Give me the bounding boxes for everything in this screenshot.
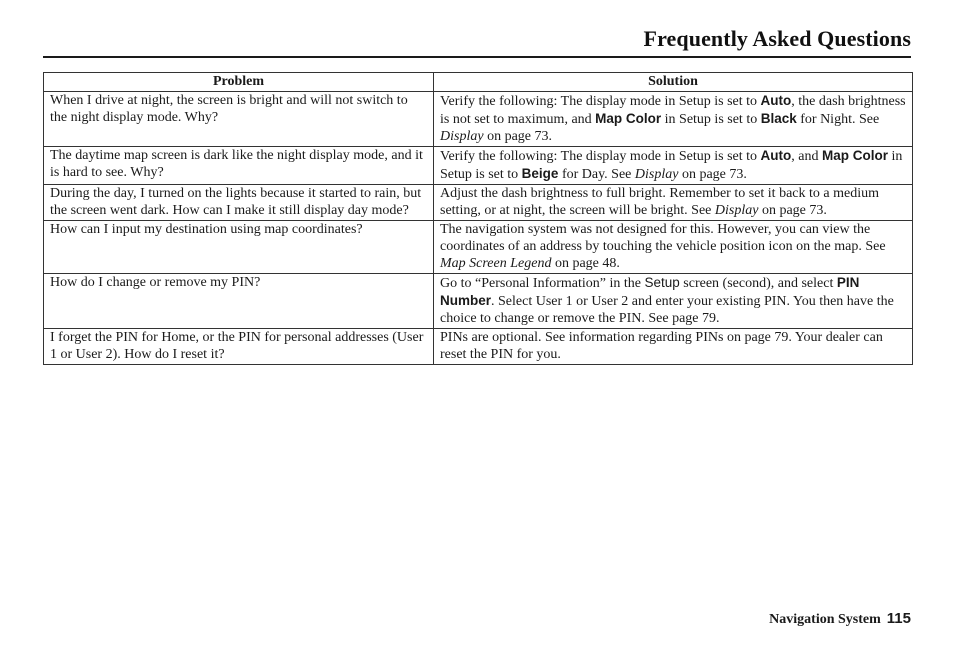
solution-cell: Adjust the dash brightness to full bright. Remember to set it back to a medium setting, or at night, the screen will be bright. See Display on page 73.	[434, 185, 913, 221]
page-number: 115	[886, 610, 911, 627]
cross-reference: Map Screen Legend	[440, 256, 552, 271]
cross-reference: Display	[714, 203, 759, 218]
problem-cell: How do I change or remove my PIN?	[44, 274, 434, 329]
setting-map-color: Map Color	[822, 148, 889, 163]
table-row	[44, 221, 913, 274]
setting-auto: Auto	[760, 93, 792, 108]
table-header-row	[44, 73, 913, 92]
cross-reference: Display	[440, 129, 484, 144]
problem-cell: During the day, I turned on the lights because it started to rain, but the screen went dark. How can I make it still display day mode?	[44, 185, 434, 221]
setting-setup: Setup	[644, 275, 680, 290]
solution-cell: Verify the following: The display mode in Setup is set to Auto, the dash brightness is not set to maximum, and Map Color in Setup is set to Black for Night. See Display on page 73.	[434, 92, 913, 147]
solution-cell: PINs are optional. See information regarding PINs on page 79. Your dealer can reset the PIN for you.	[434, 329, 913, 365]
problem-cell: The daytime map screen is dark like the night display mode, and it is hard to see. Why?	[44, 147, 434, 185]
table-row	[44, 147, 913, 185]
page-title: Frequently Asked Questions	[643, 26, 911, 51]
table-row	[44, 185, 913, 221]
title-divider	[43, 56, 911, 58]
footer-section-name: Navigation System	[769, 612, 881, 627]
column-header-problem: Problem	[44, 73, 434, 92]
setting-beige: Beige	[521, 166, 559, 181]
setting-pin-number: PIN Number	[440, 275, 860, 308]
faq-table	[43, 72, 913, 365]
setting-black: Black	[760, 111, 797, 126]
cross-reference: Display	[634, 167, 679, 182]
solution-cell: Go to “Personal Information” in the Setup screen (second), and select PIN Number. Select User 1 or User 2 and enter your existing PIN. You then have the choice to change or remove the PIN. See page 79.	[434, 274, 913, 329]
solution-cell: The navigation system was not designed for this. However, you can view the coordinates of an address by touching the vehicle position icon on the map. See Map Screen Legend on page 48.	[434, 221, 913, 274]
table-row	[44, 92, 913, 147]
table-row	[44, 274, 913, 329]
page-footer	[769, 610, 911, 628]
column-header-solution: Solution	[434, 73, 913, 92]
table-row	[44, 329, 913, 365]
problem-cell: I forget the PIN for Home, or the PIN for personal addresses (User 1 or User 2). How do I reset it?	[44, 329, 434, 365]
problem-cell: When I drive at night, the screen is bright and will not switch to the night display mode. Why?	[44, 92, 434, 147]
setting-auto: Auto	[760, 148, 792, 163]
solution-cell: Verify the following: The display mode in Setup is set to Auto, and Map Color in Setup is set to Beige for Day. See Display on page 73.	[434, 147, 913, 185]
problem-cell: How can I input my destination using map coordinates?	[44, 221, 434, 274]
setting-map-color: Map Color	[595, 111, 662, 126]
